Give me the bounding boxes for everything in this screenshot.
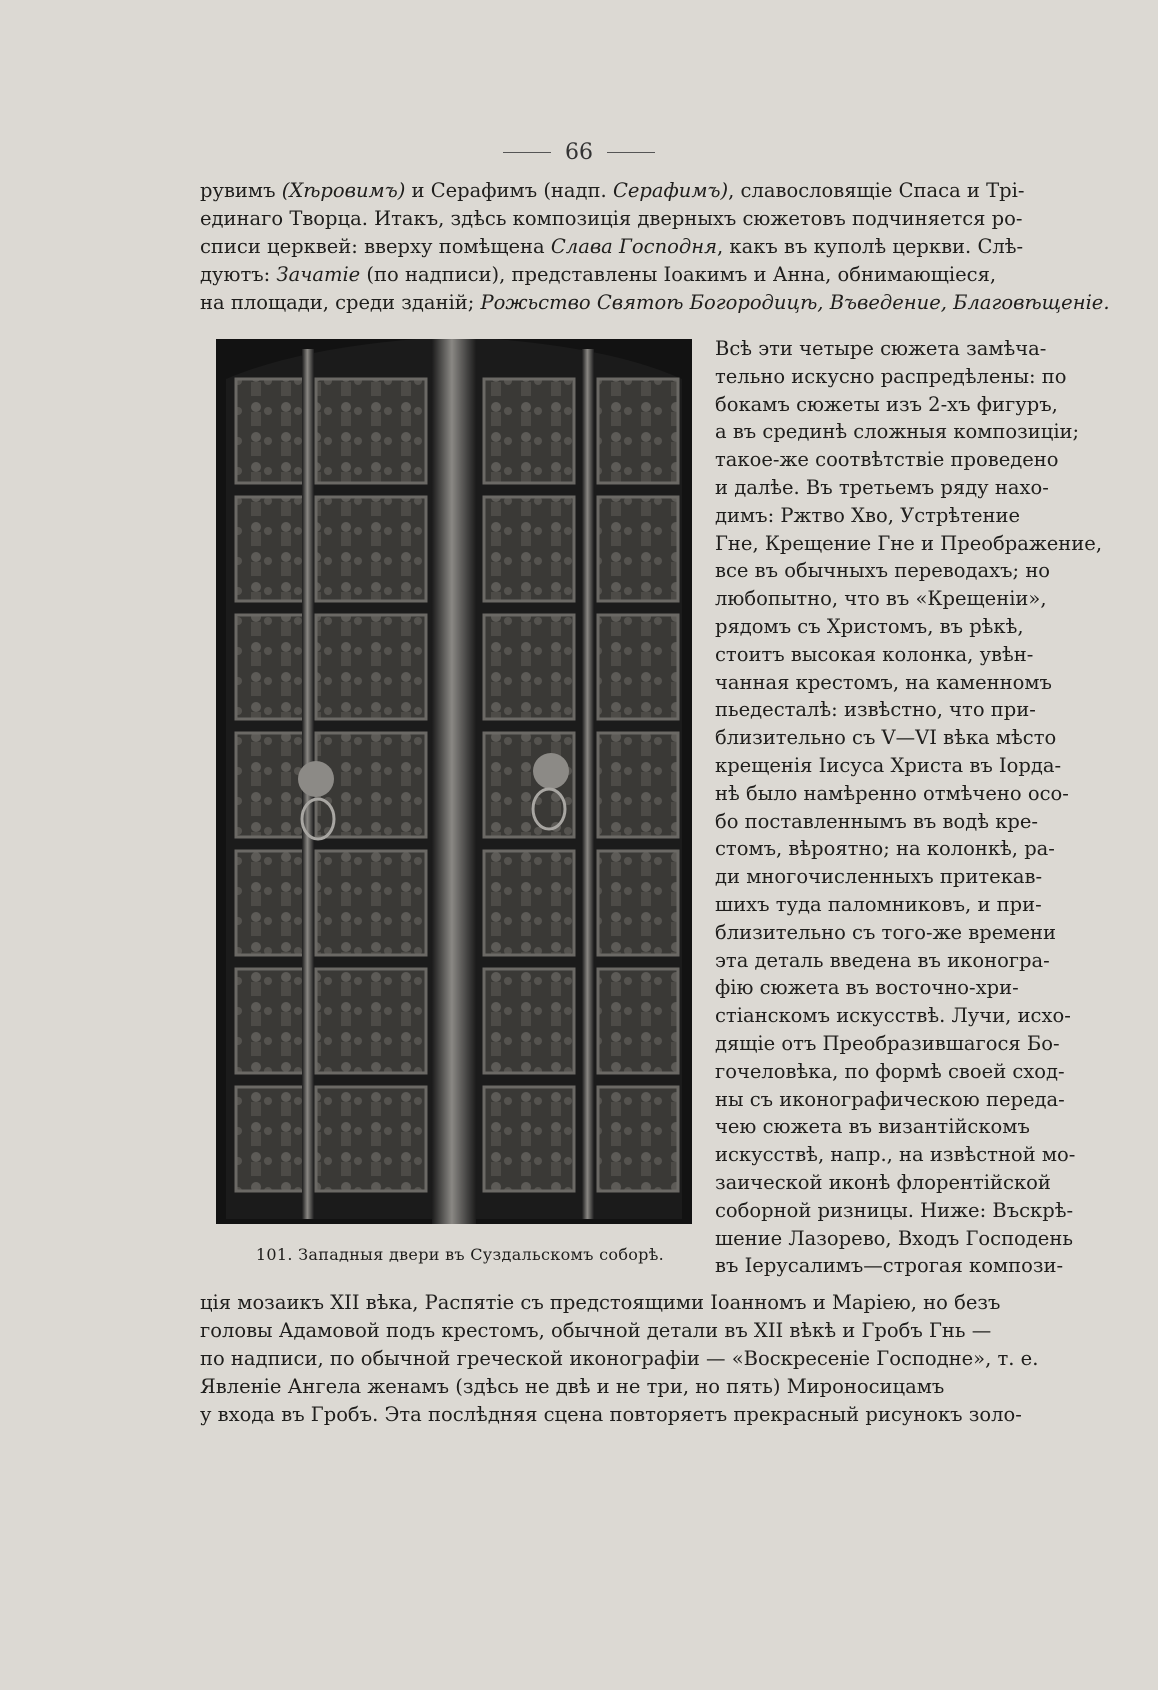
column-line: искусствѣ, напр., на извѣстной мо- bbox=[715, 1143, 1076, 1167]
text-line-bottom: Явленіе Ангела женамъ (здѣсь не двѣ и не три, но пять) Мироносицамъ bbox=[200, 1375, 945, 1398]
column-line: бо поставленнымъ въ водѣ кре- bbox=[715, 809, 1039, 833]
door-panel bbox=[598, 379, 678, 483]
door-panel bbox=[316, 969, 426, 1073]
column-line: ди многочисленныхъ притекав- bbox=[715, 865, 1043, 889]
door-panel bbox=[316, 379, 426, 483]
door-panel bbox=[316, 497, 426, 601]
text-line-bottom: по надписи, по обычной греческой иконографіи — «Воскресеніе Господне», т. е. bbox=[200, 1347, 1039, 1370]
door-panel bbox=[598, 969, 678, 1073]
door-panel bbox=[236, 497, 306, 601]
column-line: все въ обычныхъ переводахъ; но bbox=[715, 559, 1051, 583]
text-line-2: единаго Творца. Итакъ, здѣсь композиція дверныхъ сюжетовъ подчиняется ро- bbox=[200, 207, 1023, 230]
door-panel bbox=[236, 733, 306, 837]
column-line: чанная крестомъ, на каменномъ bbox=[715, 670, 1052, 694]
column-line: Гне, Крещение Гне и Преображение, bbox=[715, 531, 1103, 555]
central-pillar bbox=[432, 339, 476, 1224]
door-panel bbox=[598, 1087, 678, 1191]
door-panel bbox=[484, 379, 574, 483]
column-line: близительно съ того-же времени bbox=[715, 920, 1057, 944]
column-line: стомъ, вѣроятно; на колонкѣ, ра- bbox=[715, 837, 1055, 861]
door-panel bbox=[598, 497, 678, 601]
column-line: шихъ туда паломниковъ, и при- bbox=[715, 893, 1042, 916]
door-panel bbox=[236, 1087, 306, 1191]
text-line-3: списи церквей: вверху помѣщена Слава Господня, какъ въ куполѣ церкви. Слѣ- bbox=[200, 235, 1024, 258]
column-line: дящіе отъ Преобразившагося Бо- bbox=[715, 1032, 1060, 1055]
column-line: и далѣе. Въ третьемъ ряду нахо- bbox=[715, 476, 1049, 499]
column-line: такое-же соотвѣтствіе проведено bbox=[715, 448, 1059, 472]
door-panel bbox=[316, 1087, 426, 1191]
door-panel bbox=[316, 851, 426, 955]
door-panel bbox=[484, 1087, 574, 1191]
door-panel bbox=[484, 497, 574, 601]
text-line-5: на площади, среди зданій; Рожьство Святоѣ Богородицѣ, Въведение, Благовѣщеніе. bbox=[200, 291, 1110, 314]
door-panel bbox=[598, 615, 678, 719]
column-line: любопытно, что въ «Крещеніи», bbox=[715, 587, 1047, 611]
left-rule bbox=[503, 152, 551, 153]
column-line: соборной ризницы. Ниже: Въскрѣ- bbox=[715, 1198, 1074, 1222]
column-line: бокамъ сюжеты изъ 2-хъ фигуръ, bbox=[715, 392, 1058, 416]
text-line-1: рувимъ (Хѣровимъ) и Серафимъ (надп. Серафимъ), славословящіе Спаса и Трі- bbox=[200, 179, 1025, 202]
column-line: гочеловѣка, по формѣ своей сход- bbox=[715, 1059, 1065, 1083]
column-line: близительно съ V—VI вѣка мѣсто bbox=[715, 726, 1057, 750]
figure-caption: 101. Западныя двери въ Суздальскомъ соборѣ. bbox=[255, 1245, 665, 1264]
column-line: а въ срединѣ сложныя композиціи; bbox=[715, 420, 1080, 444]
door-panel bbox=[598, 851, 678, 955]
door-panel bbox=[236, 851, 306, 955]
door-panel bbox=[484, 969, 574, 1073]
door-image bbox=[216, 339, 692, 1224]
column-line: Всѣ эти четыре сюжета замѣча- bbox=[715, 337, 1047, 360]
column-line: эта деталь введена въ иконогра- bbox=[715, 948, 1050, 972]
door-panel bbox=[598, 733, 678, 837]
column-line: тельно искусно распредѣлены: по bbox=[715, 364, 1067, 388]
page-number bbox=[0, 140, 1158, 165]
column-line: шение Лазорево, Входъ Господень bbox=[715, 1226, 1073, 1250]
column-line: пьедесталѣ: извѣстно, что при- bbox=[715, 698, 1036, 722]
door-panel bbox=[236, 379, 306, 483]
column-line: стіанскомъ искусствѣ. Лучи, исхо- bbox=[715, 1004, 1071, 1028]
right-rule bbox=[607, 152, 655, 153]
column-line: рядомъ съ Христомъ, въ рѣкѣ, bbox=[715, 615, 1024, 638]
column-line: въ Іерусалимъ—строгая компози- bbox=[715, 1254, 1064, 1278]
column-line: нѣ было намѣренно отмѣчено осо- bbox=[715, 781, 1069, 805]
door-panel bbox=[236, 969, 306, 1073]
door-photograph bbox=[216, 339, 692, 1224]
text-line-4: дуютъ: Зачатіе (по надписи), представлены Іоакимъ и Анна, обнимающіеся, bbox=[200, 263, 997, 286]
column-line: димъ: Ржтво Хво, Устрѣтение bbox=[715, 503, 1021, 527]
door-panel bbox=[484, 615, 574, 719]
column-line: фію сюжета въ восточно-хри- bbox=[715, 976, 1019, 1000]
column-line: ны съ иконографическою переда- bbox=[715, 1087, 1065, 1111]
door-panel bbox=[236, 615, 306, 719]
text-line-bottom: ція мозаикъ XII вѣка, Распятіе съ предстоящими Іоанномъ и Маріею, но безъ bbox=[200, 1291, 1001, 1314]
column-line: заической иконѣ флорентійской bbox=[715, 1171, 1051, 1194]
text-line-bottom: головы Адамовой подъ крестомъ, обычной детали въ XII вѣкѣ и Гробъ Гнь — bbox=[200, 1319, 992, 1342]
column-line: крещенія Іисуса Христа въ Іорда- bbox=[715, 754, 1062, 777]
column-line: чею сюжета въ византійскомъ bbox=[715, 1115, 1030, 1139]
door-panel bbox=[316, 615, 426, 719]
page-number-text: 66 bbox=[565, 140, 593, 165]
text-line-bottom: у входа въ Гробъ. Эта послѣдняя сцена повторяетъ прекрасный рисунокъ золо- bbox=[200, 1403, 1022, 1426]
door-panel bbox=[484, 851, 574, 955]
column-line: стоитъ высокая колонка, увѣн- bbox=[715, 642, 1034, 666]
